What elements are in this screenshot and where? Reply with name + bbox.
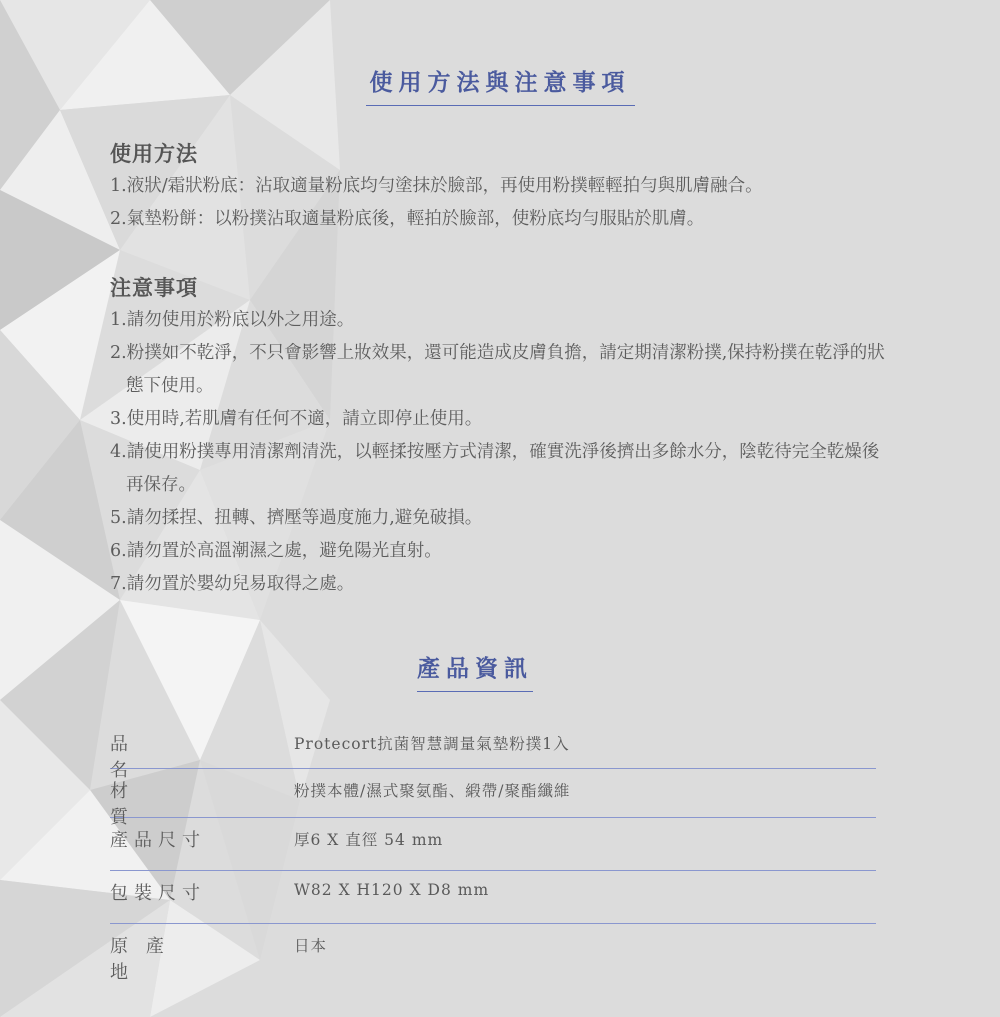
spec-value: 厚6 X 直徑 54 mm: [294, 831, 444, 849]
table-row: [110, 818, 876, 871]
table-row: [110, 924, 876, 983]
spec-value: W82 X H120 X D8 mm: [294, 881, 490, 899]
usage-section-title: [0, 64, 1000, 106]
table-row: [110, 722, 876, 781]
table-row: [110, 871, 876, 924]
list-item: 6.請勿置於高溫潮濕之處，避免陽光直射。: [110, 541, 442, 561]
spec-label: 品名: [110, 734, 174, 781]
product-spec-table: [110, 722, 876, 983]
list-item: 1.請勿使用於粉底以外之用途。: [110, 310, 355, 330]
spec-value: 日本: [294, 937, 328, 955]
spec-label: 產品尺寸: [110, 830, 206, 851]
method-heading: 使用方法: [110, 141, 198, 166]
caution-heading: 注意事項: [110, 275, 198, 300]
caution-list: [110, 304, 890, 601]
list-item: 2.粉撲如不乾淨，不只會影響上妝效果，還可能造成皮膚負擔，請定期清潔粉撲,保持粉撲在乾淨的狀態下使用。: [110, 343, 885, 396]
spec-value: Protecort抗菌智慧調量氣墊粉撲1入: [294, 735, 570, 753]
spec-label: 原產地: [110, 936, 182, 983]
list-item: 7.請勿置於嬰幼兒易取得之處。: [110, 574, 355, 594]
spec-value: 粉撲本體/濕式聚氨酯、緞帶/聚酯纖維: [294, 782, 571, 800]
list-item: 4.請使用粉撲專用清潔劑清洗，以輕揉按壓方式清潔，確實洗淨後擠出多餘水分，陰乾待完全乾燥後再保存。: [110, 442, 880, 495]
list-item: 3.使用時,若肌膚有任何不適，請立即停止使用。: [110, 409, 483, 429]
usage-title-text: 使用方法與注意事項: [366, 64, 635, 106]
list-item: 2.氣墊粉餅：以粉撲沾取適量粉底後，輕拍於臉部，使粉底均勻服貼於肌膚。: [110, 209, 705, 229]
product-info-title: [0, 650, 975, 692]
spec-label: 包裝尺寸: [110, 883, 206, 904]
spec-label: 材質: [110, 781, 174, 828]
product-info-title-text: 產品資訊: [417, 650, 533, 692]
list-item: 1.液狀/霜狀粉底：沾取適量粉底均勻塗抹於臉部，再使用粉撲輕輕拍勻與肌膚融合。: [110, 176, 763, 196]
table-row: [110, 769, 876, 828]
method-list: [110, 170, 890, 236]
list-item: 5.請勿揉捏、扭轉、擠壓等過度施力,避免破損。: [110, 508, 483, 528]
